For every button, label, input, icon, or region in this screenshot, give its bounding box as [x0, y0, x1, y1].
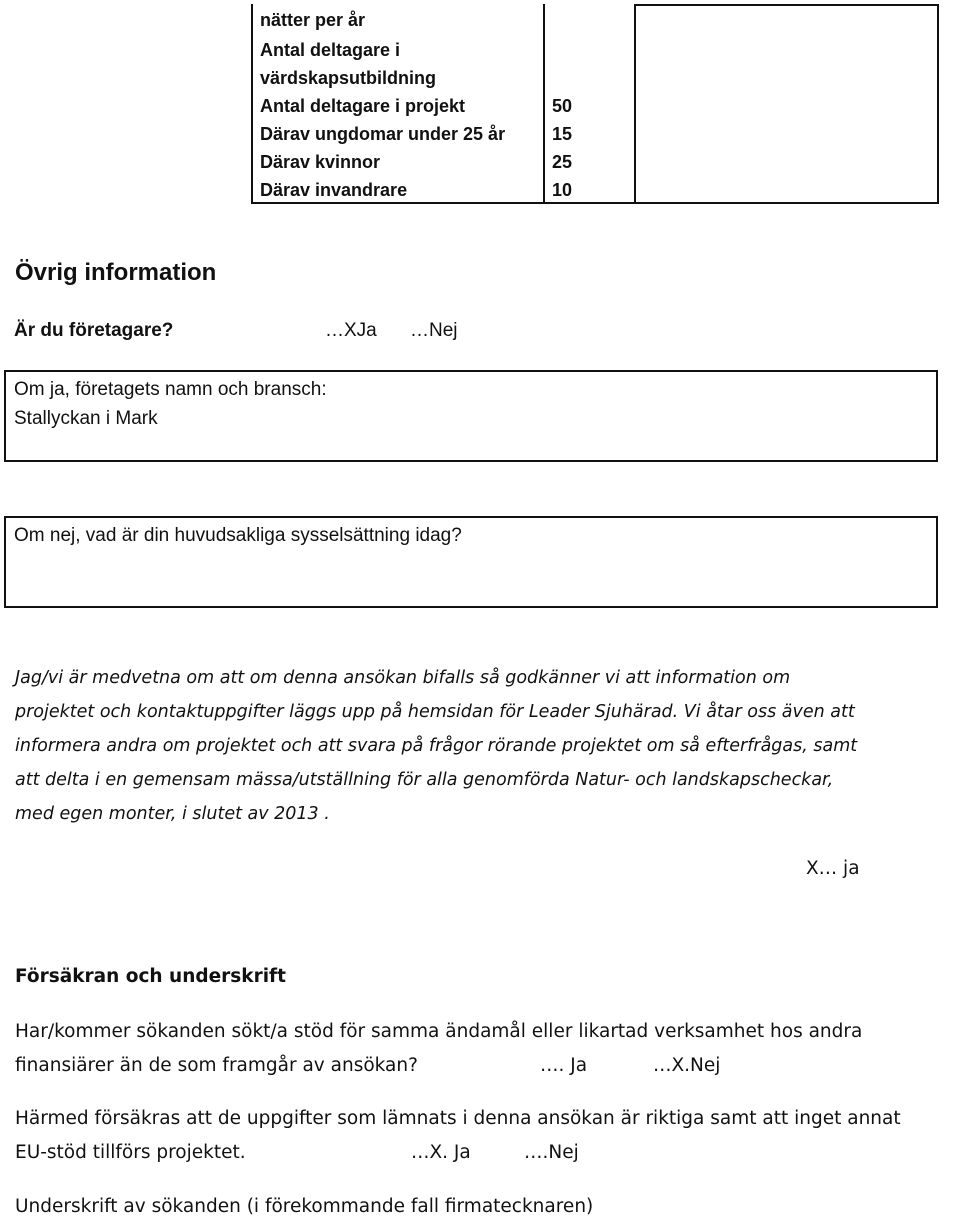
table-row-label: Därav kvinnor	[260, 152, 381, 172]
table-row-value: 50	[552, 96, 573, 116]
assurance-q1-yes-option[interactable]: …. Ja	[540, 1055, 588, 1076]
assurance-q1-no-option[interactable]: …X.Nej	[653, 1055, 721, 1076]
company-info-label: Om ja, företagets namn och bransch:	[14, 379, 327, 400]
assurance-question-1: Har/kommer sökanden sökt/a stöd för samma ändamål eller likartad verksamhet hos andra	[15, 1021, 863, 1042]
entrepreneur-no-option[interactable]: …Nej	[410, 320, 458, 341]
consent-line: projektet och kontaktuppgifter läggs upp på hemsidan för Leader Sjuhärad. Vi åtar oss även att	[15, 702, 855, 722]
table-row-label: Antal deltagare i	[260, 40, 401, 60]
table-border	[634, 4, 636, 204]
table-border	[937, 4, 939, 204]
consent-paragraph	[15, 661, 857, 831]
consent-line: Jag/vi är medvetna om att om denna ansökan bifalls så godkänner vi att information om	[15, 668, 791, 688]
company-info-box[interactable]	[4, 370, 938, 462]
occupation-label: Om nej, vad är din huvudsakliga sysselsättning idag?	[14, 525, 462, 546]
table-row-label: Därav ungdomar under 25 år	[260, 124, 506, 144]
table-row-label: värdskapsutbildning	[260, 68, 437, 88]
table-row-label: Därav invandrare	[260, 180, 408, 200]
participants-table	[251, 4, 939, 204]
consent-line: med egen monter, i slutet av 2013 .	[15, 804, 330, 824]
table-border	[251, 4, 253, 204]
section-heading-assurance: Försäkran och underskrift	[15, 966, 286, 987]
section-heading-other-info: Övrig information	[15, 259, 217, 286]
table-row-value: 10	[552, 180, 573, 200]
consent-answer[interactable]: X… ja	[806, 858, 860, 879]
occupation-box[interactable]	[4, 516, 938, 608]
consent-line: att delta i en gemensam mässa/utställning för alla genomförda Natur- och landskapscheckar,	[15, 770, 834, 790]
company-info-value: Stallyckan i Mark	[14, 408, 158, 429]
signature-label: Underskrift av sökanden (i förekommande fall firmatecknaren)	[15, 1196, 594, 1217]
assurance-question-2-cont: EU-stöd tillförs projektet.	[15, 1142, 246, 1163]
table-row-value: 25	[552, 152, 573, 172]
assurance-question-1-cont: finansiärer än de som framgår av ansökan?	[15, 1055, 418, 1076]
table-row-value: 15	[552, 124, 573, 144]
consent-line: informera andra om projektet och att svara på frågor rörande projektet om så efterfrågas, samt	[15, 736, 858, 756]
table-border	[634, 4, 939, 6]
assurance-question-2: Härmed försäkras att de uppgifter som lämnats i denna ansökan är riktiga samt att inget annat	[15, 1108, 901, 1129]
entrepreneur-yes-option[interactable]: …XJa	[325, 320, 377, 341]
assurance-q2-yes-option[interactable]: …X. Ja	[411, 1142, 471, 1163]
table-row-label: Antal deltagare i projekt	[260, 96, 466, 116]
table-border	[543, 4, 545, 204]
assurance-q2-no-option[interactable]: ….Nej	[524, 1142, 579, 1163]
table-row-label: nätter per år	[260, 10, 366, 30]
entrepreneur-question: Är du företagare?	[14, 320, 174, 341]
